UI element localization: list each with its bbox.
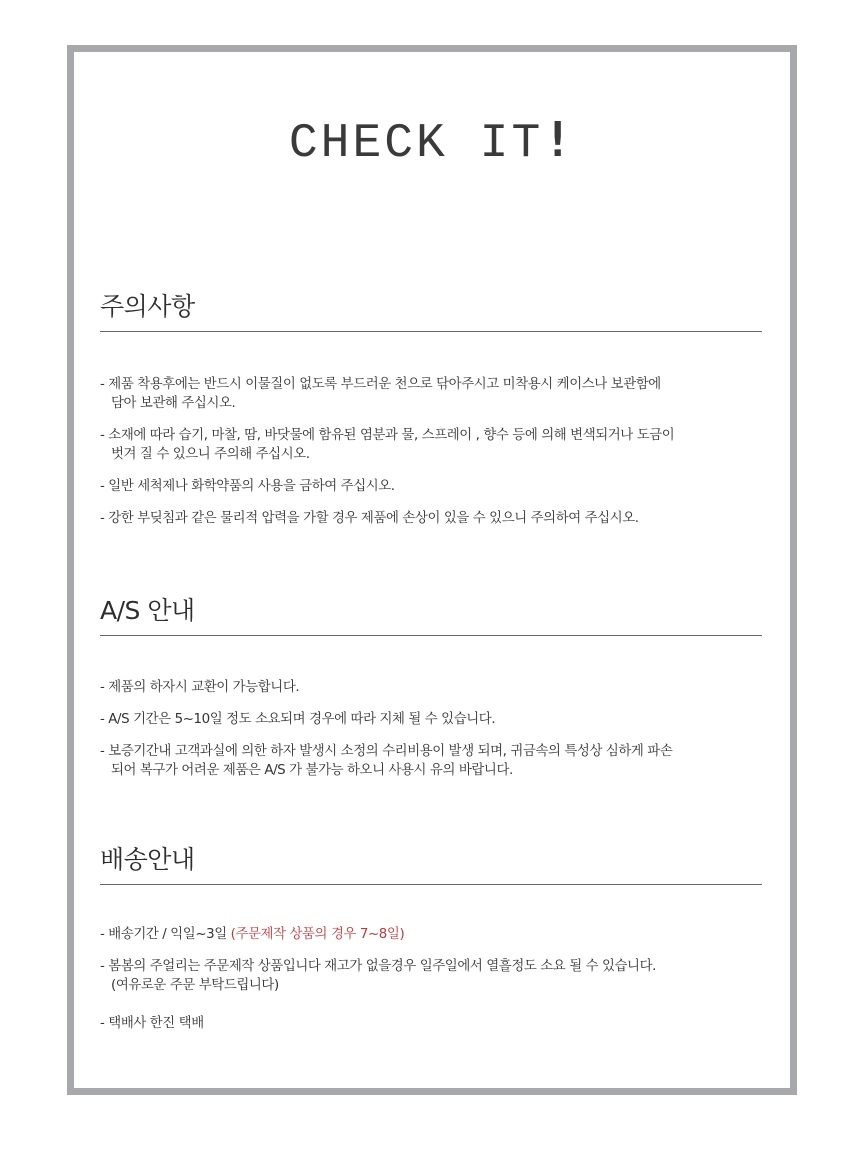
custom-order-note: (주문제작 상품의 경우 7~8일)	[230, 927, 405, 942]
list-item	[100, 426, 767, 464]
list-item-text: - 보증기간내 고객과실에 의한 하자 발생시 소정의 수리비용이 발생 되며, 귀금속의 특성상 심하게 파손	[100, 744, 673, 759]
list-item	[100, 957, 767, 995]
shipping-divider	[100, 884, 762, 885]
list-item	[100, 1014, 767, 1033]
as-divider	[100, 635, 762, 636]
caution-divider	[100, 331, 762, 332]
list-item	[100, 678, 767, 697]
shipping-section	[100, 842, 767, 1033]
list-item-text: - 일반 세척제나 화학약품의 사용을 금하여 주십시오.	[100, 479, 395, 494]
list-item	[100, 375, 767, 413]
list-item-text: - 강한 부딪침과 같은 물리적 압력을 가할 경우 제품에 손상이 있을 수 있으니 주의하여 주십시오.	[100, 511, 639, 526]
list-item	[100, 710, 767, 729]
list-item	[100, 925, 767, 944]
list-item-text: - 소재에 따라 습기, 마찰, 땀, 바닷물에 함유된 염분과 물, 스프레이 , 향수 등에 의해 변색되거나 도금이	[100, 428, 675, 443]
list-item-text: - A/S 기간은 5~10일 정도 소요되며 경우에 따라 지체 될 수 있습니다.	[100, 712, 496, 727]
list-item-continuation: 되어 복구가 어려운 제품은 A/S 가 불가능 하오니 사용시 유의 바랍니다.	[111, 763, 513, 778]
page-title-text: CHECK IT	[288, 117, 544, 171]
list-item-text: - 배송기간 / 익일~3일	[100, 927, 231, 942]
notice-card	[67, 45, 797, 1095]
shipping-title: 배송안내	[100, 845, 195, 874]
as-section	[100, 593, 767, 780]
caution-title: 주의사항	[100, 292, 195, 321]
list-item-continuation: (여유로운 주문 부탁드립니다)	[111, 978, 279, 993]
list-item	[100, 477, 767, 496]
as-list	[100, 678, 767, 780]
list-item-text: - 봄봄의 주얼리는 주문제작 상품입니다 재고가 없을경우 일주일에서 열흘정도 소요 될 수 있습니다.	[100, 959, 656, 974]
caution-list	[100, 375, 767, 528]
list-item	[100, 509, 767, 528]
list-item-continuation: 담아 보관해 주십시오.	[111, 396, 236, 411]
list-item-text: - 제품 착용후에는 반드시 이물질이 없도록 부드러운 천으로 닦아주시고 미착용시 케이스나 보관함에	[100, 377, 661, 392]
list-item	[100, 742, 767, 780]
list-item-text: - 택배사 한진 택배	[100, 1016, 204, 1031]
caution-section	[100, 289, 767, 528]
exclamation-mark: !	[543, 112, 576, 168]
list-item-continuation: 벗겨 질 수 있으니 주의해 주십시오.	[111, 447, 310, 462]
page-title	[74, 112, 790, 171]
shipping-list	[100, 925, 767, 1033]
list-item-text: - 제품의 하자시 교환이 가능합니다.	[100, 680, 300, 695]
as-title: A/S 안내	[100, 596, 195, 625]
